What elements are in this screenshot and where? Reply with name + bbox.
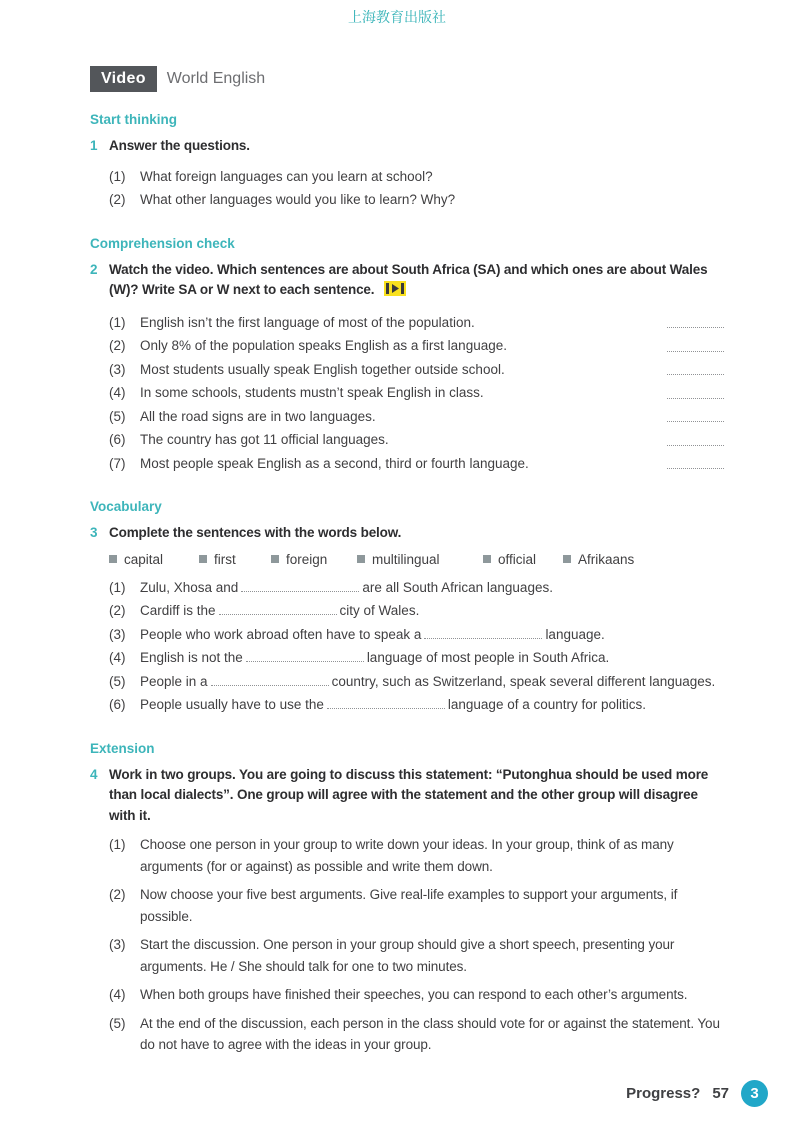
item-text: All the road signs are in two languages. (140, 408, 376, 424)
exercise-instruction (109, 260, 724, 303)
exercise-item (109, 934, 724, 977)
section-heading-vocabulary: Vocabulary (90, 499, 162, 514)
unit-number-badge: 3 (741, 1080, 768, 1107)
exercise-item (109, 311, 724, 335)
square-bullet-icon (483, 555, 491, 563)
answer-blank (424, 628, 542, 639)
lesson-header (90, 66, 724, 92)
item-text: In some schools, students mustn’t speak English in class. (140, 385, 484, 400)
square-bullet-icon (109, 555, 117, 563)
item-number: (5) (109, 1015, 126, 1031)
item-number: (6) (109, 697, 126, 712)
answer-line (667, 445, 724, 446)
item-text: The country has got 11 official languages. (140, 432, 389, 447)
section-heading-start-thinking: Start thinking (90, 112, 177, 127)
sentence-before-blank: Cardiff is the (140, 603, 216, 618)
item-text: Choose one person in your group to write down your ideas. In your group, think of as many arguments (for or against) as possible and write them down. (140, 837, 674, 874)
exercise-items (109, 311, 724, 476)
item-text: Now choose your five best arguments. Give real-life examples to support your arguments, if possible. (140, 887, 678, 924)
item-number: (3) (109, 937, 126, 952)
answer-line (667, 351, 724, 352)
item-number: (4) (109, 987, 126, 1002)
item-number: (2) (109, 192, 126, 207)
exercise-instruction: Answer the questions. (109, 138, 250, 153)
item-number: (1) (109, 168, 126, 184)
page-footer (626, 1080, 768, 1107)
item-text: Only 8% of the population speaks English as a first language. (140, 338, 507, 353)
exercise-items (109, 834, 724, 1056)
section-heading-comprehension-check: Comprehension check (90, 235, 235, 251)
item-number: (5) (109, 408, 126, 424)
exercise-item (109, 188, 724, 212)
item-text: Most people speak English as a second, third or fourth language. (140, 455, 529, 471)
word-bank-item (357, 552, 483, 567)
sentence-before-blank: People in a (140, 673, 208, 689)
exercise-item (109, 358, 724, 382)
item-text (140, 599, 724, 623)
item-number: (1) (109, 579, 126, 595)
answer-line (667, 421, 724, 422)
word-bank-word: multilingual (372, 551, 440, 567)
item-text: What foreign languages can you learn at school? (140, 168, 433, 184)
item-number: (3) (109, 626, 126, 642)
exercise-item (109, 670, 724, 694)
item-number: (6) (109, 432, 126, 447)
exercise-item (109, 599, 724, 623)
exercise-item (109, 834, 724, 877)
exercise-instruction: Complete the sentences with the words below. (109, 525, 402, 540)
item-number: (1) (109, 314, 126, 330)
item-number: (7) (109, 455, 126, 471)
sentence-after-blank: language of a country for politics. (447, 697, 647, 712)
answer-line (667, 468, 724, 469)
item-number: (5) (109, 673, 126, 689)
video-icon (384, 281, 406, 303)
page-content (90, 66, 724, 1063)
sentence-before-blank: Zulu, Xhosa and (140, 579, 239, 595)
item-number: (4) (109, 385, 126, 400)
item-text: English isn’t the first language of most of the population. (140, 314, 475, 330)
word-bank-item (109, 552, 199, 567)
answer-line (667, 398, 724, 399)
word-bank-word: foreign (286, 551, 328, 567)
sentence-before-blank: English is not the (140, 650, 243, 665)
word-bank-word: capital (124, 551, 164, 567)
exercise-items (109, 576, 724, 717)
word-bank-item (271, 552, 357, 567)
exercise-head (90, 765, 724, 827)
answer-line (667, 374, 724, 375)
square-bullet-icon (357, 555, 365, 563)
page-number: 57 (712, 1085, 729, 1102)
exercise-head (90, 260, 724, 303)
item-number: (4) (109, 650, 126, 665)
item-text (140, 623, 724, 647)
word-bank (109, 552, 724, 567)
item-number: (2) (109, 338, 126, 353)
sentence-after-blank: language. (545, 626, 605, 642)
exercise-item (109, 623, 724, 647)
item-text: At the end of the discussion, each person in the class should vote for or against the statement. You do not have to agree with the ideas in your group. (140, 1015, 720, 1052)
exercise-number: 4 (90, 766, 98, 782)
word-bank-item (563, 552, 634, 567)
lesson-title: World English (166, 70, 266, 87)
item-text: When both groups have finished their speeches, you can respond to each other’s arguments. (140, 987, 688, 1002)
word-bank-word: first (214, 551, 236, 567)
exercise-instruction: Work in two groups. You are going to discuss this statement: “Putonghua should be used more than local dialects”. One group will agree with the statement and the other group will disagree with it. (109, 766, 709, 823)
square-bullet-icon (271, 555, 279, 563)
word-bank-item (199, 552, 271, 567)
item-number: (2) (109, 887, 126, 902)
exercise-item (109, 576, 724, 600)
exercise-number: 1 (90, 138, 98, 153)
exercise-item (109, 693, 724, 717)
answer-blank (211, 675, 329, 686)
word-bank-word: Afrikaans (578, 551, 635, 567)
exercise-head (90, 136, 724, 157)
exercise-3 (90, 523, 724, 717)
item-text (140, 670, 724, 694)
exercise-item (109, 452, 724, 476)
sentence-after-blank: country, such as Switzerland, speak several different languages. (331, 673, 716, 689)
exercise-item (109, 984, 724, 1006)
answer-blank (219, 604, 337, 615)
progress-label: Progress? (626, 1085, 701, 1102)
exercise-item (109, 428, 724, 452)
exercise-item (109, 334, 724, 358)
item-text (140, 646, 724, 670)
item-number: (3) (109, 361, 126, 377)
sentence-before-blank: People usually have to use the (140, 697, 324, 712)
item-text: What other languages would you like to learn? Why? (140, 192, 456, 207)
exercise-item (109, 884, 724, 927)
exercise-number: 3 (90, 525, 98, 540)
video-badge: Video (90, 66, 157, 92)
item-number: (1) (109, 837, 126, 852)
square-bullet-icon (563, 555, 571, 563)
sentence-after-blank: city of Wales. (339, 603, 420, 618)
answer-blank (241, 581, 359, 592)
answer-blank (246, 651, 364, 662)
publisher-name: 上海教育出版社 (348, 9, 446, 25)
exercise-items (109, 165, 724, 212)
section-heading-extension: Extension (90, 740, 155, 756)
exercise-item (109, 165, 724, 189)
item-text: Start the discussion. One person in your group should give a short speech, presenting your arguments. He / She should talk for one to two minutes. (140, 937, 675, 974)
exercise-4 (90, 765, 724, 1056)
sentence-after-blank: are all South African languages. (362, 579, 553, 595)
item-text: Most students usually speak English together outside school. (140, 361, 505, 377)
word-bank-word: official (498, 551, 537, 567)
exercise-number: 2 (90, 261, 98, 277)
item-text (140, 576, 724, 600)
word-bank-item (483, 552, 563, 567)
exercise-item (109, 381, 724, 405)
square-bullet-icon (199, 555, 207, 563)
exercise-head (90, 523, 724, 544)
sentence-before-blank: People who work abroad often have to speak a (140, 626, 422, 642)
exercise-item (109, 1013, 724, 1056)
sentence-after-blank: language of most people in South Africa. (366, 650, 610, 665)
exercise-item (109, 646, 724, 670)
exercise-1 (90, 136, 724, 212)
answer-blank (327, 698, 445, 709)
exercise-2 (90, 260, 724, 476)
exercise-item (109, 405, 724, 429)
answer-line (667, 327, 724, 328)
item-text (140, 693, 724, 717)
item-number: (2) (109, 603, 126, 618)
exercise-instruction-text: Watch the video. Which sentences are about South Africa (SA) and which ones are about Wales (W)? Write SA or W next to each sentence. (109, 261, 708, 297)
